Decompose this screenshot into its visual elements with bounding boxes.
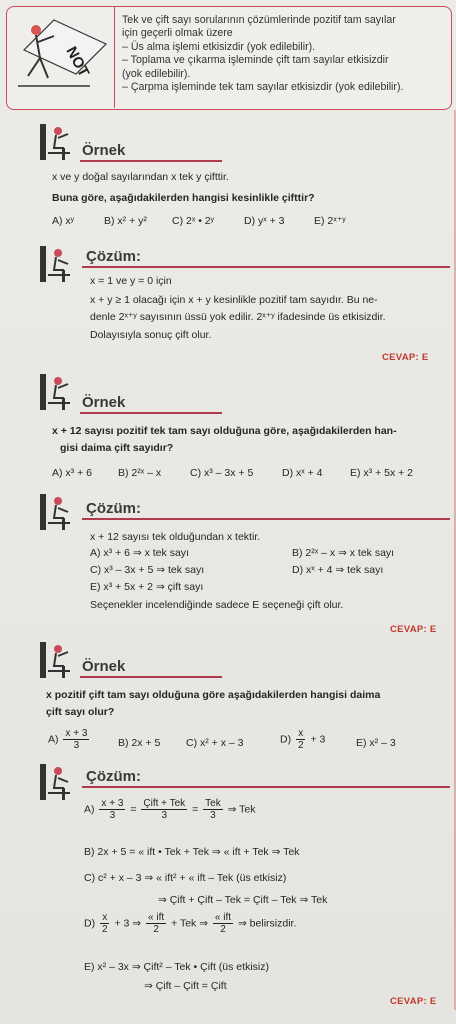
solution1-line: x = 1 ve y = 0 için [90, 275, 172, 287]
operator: + 3 ⇒ [114, 917, 142, 930]
numerator: x + 3 [101, 798, 124, 809]
equals: = [130, 803, 137, 816]
numerator: x [102, 912, 108, 923]
example-title: Örnek [82, 394, 126, 411]
note-text [122, 14, 448, 94]
example1-option-d: D) yˣ + 3 [244, 215, 285, 227]
student-reading-icon [38, 640, 76, 680]
solution1-line: x + y ≥ 1 olacağı için x + y kesinlikle pozitif tam sayıdır. Bu ne- [90, 294, 378, 306]
student-writing-icon [38, 762, 76, 802]
solution2-item: E) x³ + 5x + 2 ⇒ çift sayı [90, 581, 204, 593]
answer-label: CEVAP: E [390, 996, 437, 1007]
note-line: Tek ve çift sayı sorularının çözümlerinde pozitif tam sayılar [122, 14, 396, 26]
solution1-line: Dolayısıyla sonuç çift olur. [90, 329, 212, 341]
solution2-item: A) x³ + 6 ⇒ x tek sayı [90, 547, 189, 559]
solution3-a [84, 798, 256, 821]
note-line: – Çarpma işleminde tek tam sayılar etkisizdir (yok edilebilir). [122, 81, 404, 94]
note-label: NOT [62, 43, 93, 80]
example2-option-e: E) x³ + 5x + 2 [350, 467, 414, 479]
example1-option-e: E) 2ˣ⁺ʸ [314, 215, 346, 227]
answer-label: CEVAP: E [390, 624, 437, 635]
solution-title: Çözüm: [86, 248, 141, 265]
denominator: 2 [153, 924, 159, 935]
solution2-item: C) x³ – 3x + 5 ⇒ tek sayı [90, 564, 205, 576]
example1-option-c: C) 2ˣ • 2ʸ [172, 215, 214, 227]
solution3-c: C) c² + x – 3 ⇒ « ift² + « ift – Tek (üs etkisiz) [84, 872, 287, 884]
equals: = [192, 803, 199, 816]
denominator: 3 [109, 810, 116, 821]
example3-option-d [280, 728, 325, 751]
solution-title: Çözüm: [86, 768, 141, 785]
denominator: 2 [102, 924, 108, 935]
solution2-intro: x + 12 sayısı tek olduğundan x tektir. [90, 531, 261, 543]
example-title: Örnek [82, 142, 126, 159]
denominator: 2 [220, 924, 226, 935]
note-line: için geçerli olmak üzere [122, 27, 233, 40]
note-line: (yok edilebilir). [122, 67, 191, 80]
example3-option-b: B) 2x + 5 [118, 737, 161, 749]
note-divider [114, 6, 115, 108]
example2-option-b: B) 2²ˣ – x [118, 467, 162, 479]
solution2-item: D) xˣ + 4 ⇒ tek sayı [292, 564, 384, 576]
student-writing-icon [38, 244, 76, 284]
example3-question: x pozitif çift tam sayı olduğuna göre aşağıdakilerden hangisi daima [46, 689, 381, 701]
solution3-e: ⇒ Çift – Çift = Çift [144, 980, 227, 992]
example1-option-a: A) xʸ [52, 215, 75, 227]
solution1-line: denle 2ˣ⁺ʸ sayısının üssü yok edilir. 2ˣ⁺ʸ ifadesinde üs etkisizdir. [90, 311, 386, 323]
example3-option-a [48, 728, 91, 751]
solution-title: Çözüm: [86, 500, 141, 517]
student-writing-icon [38, 492, 76, 532]
numerator: x [298, 728, 304, 739]
note-line: – Üs alma işlemi etkisizdir (yok edilebilir). [122, 40, 316, 53]
example2-option-c: C) x³ – 3x + 5 [190, 467, 254, 479]
title-underline [80, 676, 222, 678]
option-tail: + 3 [310, 733, 326, 746]
operator: + Tek ⇒ [171, 917, 208, 930]
numerator: Çift + Tek [143, 798, 186, 809]
option-letter: D) [280, 733, 292, 746]
example1-stem: x ve y doğal sayılarından x tek y çifttir. [52, 171, 229, 183]
student-reading-icon [38, 122, 76, 162]
title-underline [80, 160, 222, 162]
denominator: 3 [161, 810, 168, 821]
solution3-d [84, 912, 296, 935]
option-letter: A) [84, 803, 95, 816]
title-underline [82, 518, 450, 520]
title-underline [80, 412, 222, 414]
example2-option-a: A) x³ + 6 [52, 467, 92, 479]
student-reading-icon [38, 372, 76, 412]
numerator: Tek [205, 798, 221, 809]
denominator: 2 [298, 740, 304, 751]
solution2-conclusion: Seçenekler incelendiğinde sadece E seçeneği çift olur. [90, 599, 344, 611]
note-illustration-icon [14, 14, 110, 94]
example-title: Örnek [82, 658, 126, 675]
example2-option-d: D) xˣ + 4 [282, 467, 323, 479]
example2-question: gisi daima çift sayıdır? [60, 442, 174, 454]
example3-option-e: E) x² – 3 [356, 737, 396, 749]
example1-question: Buna göre, aşağıdakilerden hangisi kesinlikle çifttir? [52, 192, 315, 204]
answer-label: CEVAP: E [382, 352, 429, 363]
solution3-b: B) 2x + 5 = « ift • Tek + Tek ⇒ « ift + Tek ⇒ Tek [84, 846, 300, 858]
option-letter: D) [84, 917, 96, 930]
solution2-item: B) 2²ˣ – x ⇒ x tek sayı [292, 547, 395, 559]
example3-question: çift sayı olur? [46, 706, 115, 718]
numerator: « ift [214, 912, 232, 923]
example3-option-c: C) x² + x – 3 [186, 737, 244, 749]
example1-option-b: B) x² + y² [104, 215, 147, 227]
denominator: 3 [210, 810, 216, 821]
option-letter: A) [48, 733, 59, 746]
note-line: – Toplama ve çıkarma işleminde çift tam sayılar etkisizdir [122, 54, 389, 67]
result: ⇒ Tek [227, 803, 256, 816]
title-underline [82, 786, 450, 788]
solution3-e: E) x² – 3x ⇒ Çift² – Tek • Çift (üs etkisiz) [84, 961, 269, 973]
result: ⇒ belirsizdir. [237, 917, 297, 930]
numerator: x + 3 [65, 728, 88, 739]
numerator: « ift [148, 912, 165, 923]
denominator: 3 [73, 740, 80, 751]
title-underline [82, 266, 450, 268]
solution3-c: ⇒ Çift + Çift – Tek = Çift – Tek ⇒ Tek [158, 894, 328, 906]
example2-question: x + 12 sayısı pozitif tek tam sayı olduğuna göre, aşağıdakilerden han- [52, 425, 397, 437]
